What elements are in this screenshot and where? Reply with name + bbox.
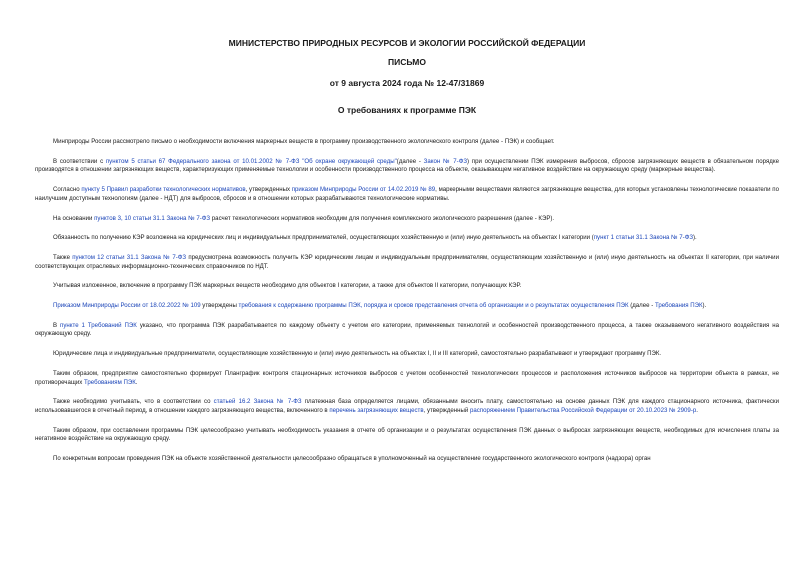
paragraph-14 — [35, 455, 779, 464]
text: расчет технологических нормативов необходим для получения комплексного экологического разрешения (далее - КЭР). — [210, 214, 555, 222]
paragraph-1 — [35, 138, 779, 147]
law-link[interactable]: пунктов 3, 10 статьи 31.1 Закона № 7-ФЗ — [94, 214, 211, 222]
text: , утвержденный — [423, 406, 470, 414]
paragraph-12 — [35, 398, 779, 415]
paragraph-4 — [35, 215, 779, 224]
text: ). — [702, 302, 707, 310]
requirements-link[interactable]: Требования ПЭК — [654, 302, 703, 310]
text: , утвержденных — [245, 186, 292, 194]
text: Обязанность по получению КЭР возложена на юридических лиц и индивидуальных предпринимателей, осуществляющих хозяйственную и (или) иную деятельность на объектах I категории ( — [53, 234, 594, 242]
paragraph-6 — [35, 254, 779, 271]
text: Таким образом, предприятие самостоятельно формирует Планграфик контроля стационарных источников выбросов с учетом особенностей технологических процессов и расположения источников выбросов на территории объекта в рамках, не противоречащих — [35, 369, 779, 386]
paragraph-7 — [35, 282, 779, 291]
text: Минприроды России рассмотрело письмо о необходимости включения маркерных веществ в программу производственного экологического контроля (далее - ПЭК) и сообщает. — [53, 138, 555, 145]
paragraph-3 — [35, 186, 779, 203]
text: В соответствии с — [53, 157, 106, 165]
text: Согласно — [53, 186, 82, 194]
text: Таким образом, при составлении программы ПЭК целесообразно учитывать необходимость указания в отчете об организации и о результатах осуществления ПЭК данных о выбросах загрязняющих веществ, необходимых для исчисления платы за негативное воздействие на окружающую среду. — [35, 426, 779, 443]
text: утверждены — [200, 302, 239, 310]
requirements-link[interactable]: пункте 1 Требований ПЭК — [60, 321, 137, 329]
paragraph-9 — [35, 322, 779, 339]
text: ) при осуществлении ПЭК измерения выбросов, сбросов загрязняющих веществ в обязательном порядке производятся в отношении загрязняющих веществ, характеризующих применяемые технологии и особенности производственного процесса на объекте, оказывающем негативное воздействие на окружающую среду (маркерные вещества). — [35, 157, 779, 174]
text: . — [696, 406, 698, 414]
order-link[interactable]: приказом Минприроды России от 14.02.2019 № 89 — [291, 186, 436, 194]
paragraph-8 — [35, 302, 779, 311]
text: По конкретным вопросам проведения ПЭК на объекте хозяйственной деятельности целесообразно обращаться в уполномоченный на осуществление государственного экологического контроля (надзора) орган — [53, 455, 651, 463]
document-subject: О требованиях к программе ПЭК — [337, 105, 477, 115]
law-link[interactable]: статьей 16.2 Закона № 7-ФЗ — [213, 398, 302, 406]
text: Также необходимо учитывать, что в соответствии со — [53, 398, 214, 406]
text: . — [135, 378, 138, 386]
text: Также — [53, 253, 73, 261]
law-link[interactable]: пункт 1 статьи 31.1 Закона № 7-ФЗ — [593, 234, 694, 242]
rules-link[interactable]: пункту 5 Правил разработки технологических нормативов — [81, 186, 246, 194]
ministry-title: МИНИСТЕРСТВО ПРИРОДНЫХ РЕСУРСОВ И ЭКОЛОГИИ РОССИЙСКОЙ ФЕДЕРАЦИИ — [228, 38, 586, 48]
document-date-number: от 9 августа 2024 года № 12-47/31869 — [329, 78, 485, 88]
text: указано, что программа ПЭК разрабатывается по каждому объекту с учетом его категории, применяемых технологий и особенностей производственного процесса, а также оказываемого негативного воздействия на окружающую среду. — [35, 321, 779, 338]
order-link[interactable]: Приказом Минприроды России от 18.02.2022 № 109 — [53, 302, 201, 310]
government-order-link[interactable]: распоряжением Правительства Российской Федерации от 20.10.2023 № 2909-р — [469, 406, 697, 414]
law-link[interactable]: Закон № 7-ФЗ — [423, 157, 468, 165]
paragraph-10 — [35, 350, 779, 359]
law-link[interactable]: пунктом 5 статьи 67 Федерального закона от 10.01.2002 № 7-ФЗ "Об охране окружающей среды" — [105, 157, 397, 165]
paragraph-2 — [35, 158, 779, 175]
text: (далее - — [396, 157, 424, 165]
paragraph-13 — [35, 427, 779, 444]
text: предусмотрена возможность получить КЭР юридическим лицам и индивидуальным предпринимателям, осуществляющим хозяйственную и (или) иную деятельность на объектах II категории, при наличии соответствующих отраслевых информационно-технических справочников по НДТ. — [35, 253, 779, 270]
text: Учитывая изложенное, включение в программу ПЭК маркерных веществ необходимо для объектов I категории, а также для объектов II категории, получающих КЭР. — [53, 282, 522, 290]
paragraph-11 — [35, 370, 779, 387]
requirements-link[interactable]: требования к содержанию программы ПЭК, порядка и сроков представления отчета об организации и о результатах осуществления ПЭК — [238, 302, 629, 310]
pollutants-list-link[interactable]: перечень загрязняющих веществ — [329, 406, 424, 414]
text: В — [53, 321, 61, 329]
requirements-link[interactable]: Требованиям ПЭК — [84, 378, 136, 386]
document-type: ПИСЬМО — [388, 57, 426, 67]
text: , маркерными веществами являются загрязняющие вещества, для которых установлены технологические показатели по наилучшим доступным технологиям (далее - НДТ) для выбросов, сбросов и в отношении которых разрабатываются технологические нормативы. — [35, 186, 779, 202]
text: На основании — [53, 214, 95, 222]
law-link[interactable]: пунктом 12 статьи 31.1 Закона № 7-ФЗ — [72, 253, 187, 261]
paragraph-5 — [35, 234, 779, 243]
text: (далее - — [628, 302, 655, 310]
text: платежная база определяется лицами, обязанными вносить плату, самостоятельно на основе данных ПЭК для каждого стационарного источника, фактически использовавшегося в отчетный период, в отношении каждого загрязняющего вещества, включенного в — [35, 398, 779, 414]
text: Юридические лица и индивидуальные предприниматели, осуществляющие хозяйственную и (или) иную деятельность на объектах I, II и III категорий, самостоятельно разрабатывают и утверждают программу ПЭК. — [53, 350, 662, 358]
text: ). — [693, 234, 697, 242]
